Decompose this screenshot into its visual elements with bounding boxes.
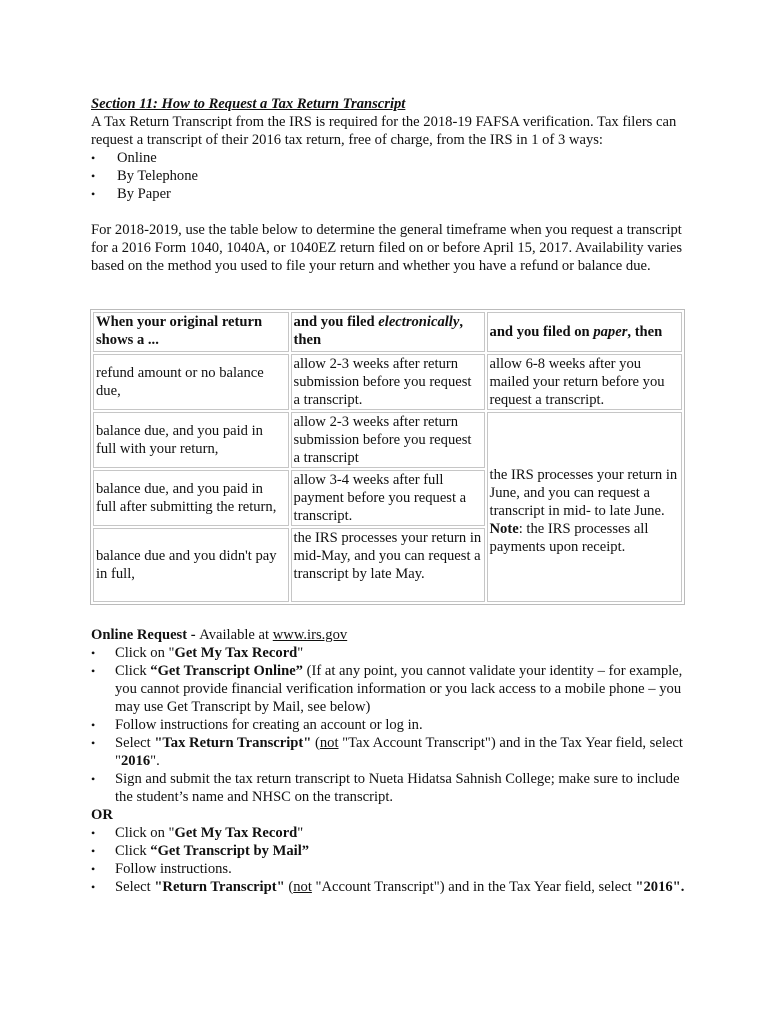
step-bold: Get My Tax Record [174,645,298,661]
step-text: Sign and submit the tax return transcript to Nueta Hidatsa Sahnish College; make sure to include the student’s name and NHSC on the transcript. [115,771,680,805]
list-item [91,167,691,185]
table-header-row [93,312,682,352]
list-item [91,149,691,167]
situation-cell: balance due, and you paid in full after submitting the return, [93,470,289,526]
header-emphasis: paper [593,324,628,340]
bullet-icon: • [91,826,96,840]
step-text: ( [311,735,320,751]
mail-steps-list [91,824,691,896]
bullet-icon: • [91,772,96,786]
request-methods-list [91,149,691,203]
bullet-icon: • [91,880,96,894]
header-text: and you filed [293,314,379,330]
method-online: Online [117,150,157,166]
step-text: Click [115,843,151,859]
online-steps-list [91,644,691,806]
online-request-section [91,626,691,896]
step-underline: not [319,735,339,751]
bullet-icon: • [91,151,96,165]
method-telephone: By Telephone [117,168,198,184]
paper-cell-merged [487,412,682,602]
situation-cell: refund amount or no balance due, [93,354,289,410]
paper-cell: allow 6-8 weeks after you mailed your return before you request a transcript. [487,354,682,410]
step-bold: “Get Transcript Online” [150,663,303,679]
section-title: Section 11: How to Request a Tax Return Transcript [91,96,406,112]
step-text: Click on " [115,645,175,661]
step-text: Follow instructions. [115,861,232,877]
or-label: OR [91,807,113,823]
bullet-icon: • [91,718,96,732]
step-underline: not [293,879,312,895]
step-text: (If at any point, you cannot validate your identity – for example, you cannot provide financial verification information or you lack access to a mobile phone – you may use Get Transcript by Mail, see below) [115,663,683,715]
situation-cell: balance due and you didn't pay in full, [93,528,289,602]
bullet-icon: • [91,664,96,678]
step-text: ( [284,879,294,895]
list-item [91,770,691,806]
step-text: " [297,825,304,841]
irs-link[interactable]: www.irs.gov [272,627,348,643]
list-item [91,716,691,734]
step-text: Select [115,735,155,751]
electronic-cell: the IRS processes your return in mid-May, and you can request a transcript by late May. [291,528,485,602]
step-text: " [297,645,304,661]
list-item [91,878,691,896]
step-bold: 2016 [120,753,151,769]
heading-label: Online Request - [91,627,200,643]
list-item [91,860,691,878]
or-separator [91,806,691,824]
table-row [93,412,682,468]
step-bold: “Get Transcript by Mail” [150,843,310,859]
situation-cell: balance due, and you paid in full with your return, [93,412,289,468]
bullet-icon: • [91,736,96,750]
table-row [93,354,682,410]
list-item [91,644,691,662]
header-original-return [93,312,289,352]
step-text: Click on " [115,825,175,841]
header-text: , then [627,324,663,340]
header-electronic [291,312,485,352]
bullet-icon: • [91,169,96,183]
step-text: "Tax Account Transcript") and in the Tax Year field, select " [115,735,683,769]
paper-note-text: : the IRS processes all payments upon receipt. [489,521,649,555]
list-item [91,842,691,860]
electronic-cell: allow 2-3 weeks after return submission before you request a transcript [291,412,485,468]
bullet-icon: • [91,862,96,876]
electronic-cell: allow 2-3 weeks after return submission before you request a transcript. [291,354,485,410]
timeframe-table [90,309,685,605]
step-bold: "2016". [635,879,685,895]
header-text: and you filed on [489,324,594,340]
step-text: Follow instructions for creating an account or log in. [115,717,423,733]
header-emphasis: electronically [378,314,460,330]
electronic-cell: allow 3-4 weeks after full payment before you request a transcript. [291,470,485,526]
bullet-icon: • [91,187,96,201]
section-11 [91,95,691,275]
available-text: Available at [199,627,273,643]
header-paper [487,312,682,352]
step-text: "Account Transcript") and in the Tax Year field, select [311,879,636,895]
list-item [91,662,691,716]
intro-paragraph: A Tax Return Transcript from the IRS is required for the 2018-19 FAFSA verification. Tax filers can request a transcript of their 2016 tax return, free of charge, from the IRS in 1 of 3 ways: [91,114,677,148]
header-text: When your original return shows a ... [96,314,263,348]
method-paper: By Paper [117,186,171,202]
list-item [91,734,691,770]
list-item [91,185,691,203]
list-item [91,824,691,842]
online-request-heading [91,626,691,644]
step-text: Click [115,663,151,679]
timeframe-paragraph: For 2018-2019, use the table below to determine the general timeframe when you request a transcript for a 2016 Form 1040, 1040A, or 1040EZ return filed on or before April 15, 2017. Availability varies based on the method you used to file your return and whether you have a refund or balance due. [91,222,683,274]
bullet-icon: • [91,844,96,858]
step-bold: "Tax Return Transcript" [154,735,312,751]
bullet-icon: • [91,646,96,660]
step-text: Select [115,879,155,895]
note-label: Note [489,521,519,537]
step-bold: Get My Tax Record [174,825,298,841]
step-text: ". [150,753,160,769]
header-text: , then [293,314,463,348]
paper-note-main: the IRS processes your return in June, and you can request a transcript in mid- to late June. [489,467,678,519]
step-bold: "Return Transcript" [154,879,285,895]
